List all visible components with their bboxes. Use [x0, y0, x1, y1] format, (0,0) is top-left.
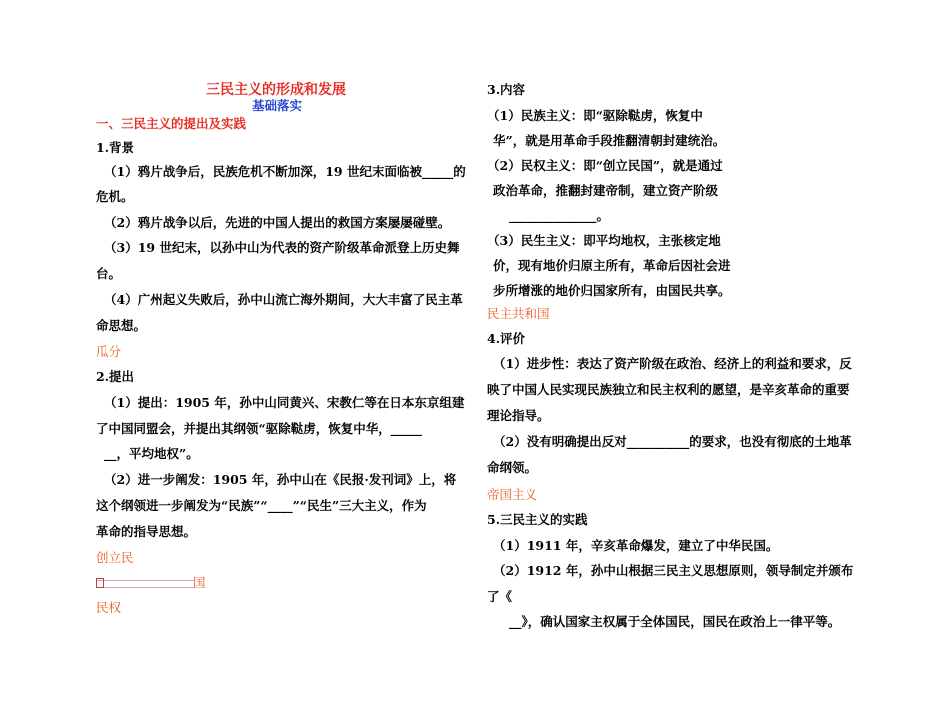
answer-2-end: 国: [193, 575, 206, 590]
proposal-heading: 2.提出: [96, 369, 135, 384]
background-item-1: （1）鸦片战争后，民族危机不断加深，19 世纪末面临被_____的: [104, 164, 466, 179]
content-item-2: （2）民权主义：即“创立民国”，就是通过: [487, 158, 723, 173]
evaluation-item-1-cont2: 理论指导。: [487, 408, 550, 423]
background-item-3: （3）19 世纪末，以孙中山为代表的资产阶级革命派登上历史舞: [104, 240, 460, 255]
content-item-3-cont: 价，现有地价归原主所有，革命后因社会进: [493, 258, 731, 273]
background-item-4: （4）广州起义失败后，孙中山流亡海外期间，大大丰富了民主革: [104, 292, 463, 307]
section-heading-1: 一、三民主义的提出及实践: [96, 116, 247, 131]
answer-1: 瓜分: [96, 344, 122, 359]
practice-heading: 5.三民主义的实践: [487, 512, 588, 527]
proposal-item-1-cont: 了中国同盟会，并提出其纲领“驱除鞑虏，恢复中华，_____: [96, 421, 422, 436]
proposal-item-1: （1）提出：1905 年，孙中山同黄兴、宋教仁等在日本东京组建: [104, 395, 465, 410]
strikethrough-line: [96, 580, 194, 588]
answer-4: 民主共和国: [487, 306, 550, 321]
answer-3: 民权: [96, 600, 122, 615]
answer-2: 创立民: [96, 550, 134, 565]
content-item-2-cont2: ______________。: [509, 208, 610, 223]
evaluation-item-1-cont: 映了中国人民实现民族独立和民主权利的愿望，是辛亥革命的重要: [487, 382, 850, 397]
background-item-2: （2）鸦片战争以后，先进的中国人提出的救国方案屡屡碰壁。: [104, 215, 451, 230]
practice-item-2-cont2: __》，确认国家主权属于全体国民，国民在政治上一律平等。: [509, 614, 841, 629]
evaluation-item-2: （2）没有明确提出反对__________的要求，也没有彻底的土地革: [493, 434, 852, 449]
background-item-4-cont: 命思想。: [96, 318, 147, 333]
answer-5: 帝国主义: [487, 487, 538, 502]
evaluation-heading: 4.评价: [487, 331, 526, 346]
content-item-2-cont: 政治革命，推翻封建帝制，建立资产阶级: [493, 183, 719, 198]
content-item-1: （1）民族主义：即“驱除鞑虏，恢复中: [487, 108, 703, 123]
content-item-3-cont2: 步所增涨的地价归国家所有，由国民共享。: [493, 283, 731, 298]
small-mark-icon: [96, 578, 104, 588]
content-heading: 3.内容: [487, 82, 526, 97]
proposal-item-2-cont: 这个纲领进一步阐发为“民族”“____”“民生”三大主义，作为: [96, 498, 427, 513]
proposal-item-1-cont2: __，平均地权”。: [104, 446, 199, 461]
practice-item-1: （1）1911 年，辛亥革命爆发，建立了中华民国。: [493, 538, 779, 553]
page-title: 三民主义的形成和发展: [206, 82, 346, 98]
evaluation-item-1: （1）进步性：表达了资产阶级在政治、经济上的利益和要求，反: [493, 356, 852, 371]
evaluation-item-2-cont: 命纲领。: [487, 460, 538, 475]
background-item-1-cont: 危机。: [96, 189, 134, 204]
proposal-item-2: （2）进一步阐发：1905 年，孙中山在《民报·发刊词》上，将: [104, 472, 457, 487]
background-heading: 1.背景: [96, 140, 135, 155]
practice-item-2: （2）1912 年，孙中山根据三民主义思想原则，领导制定并颁布: [493, 563, 854, 578]
practice-item-2-cont: 了《: [487, 589, 513, 604]
page-subtitle: 基础落实: [252, 98, 303, 113]
content-item-1-cont: 华”，就是用革命手段推翻清朝封建统治。: [493, 133, 726, 148]
content-item-3: （3）民生主义：即平均地权，主张核定地: [487, 233, 721, 248]
background-item-3-cont: 台。: [96, 266, 122, 281]
proposal-item-2-cont2: 革命的指导思想。: [96, 524, 197, 539]
